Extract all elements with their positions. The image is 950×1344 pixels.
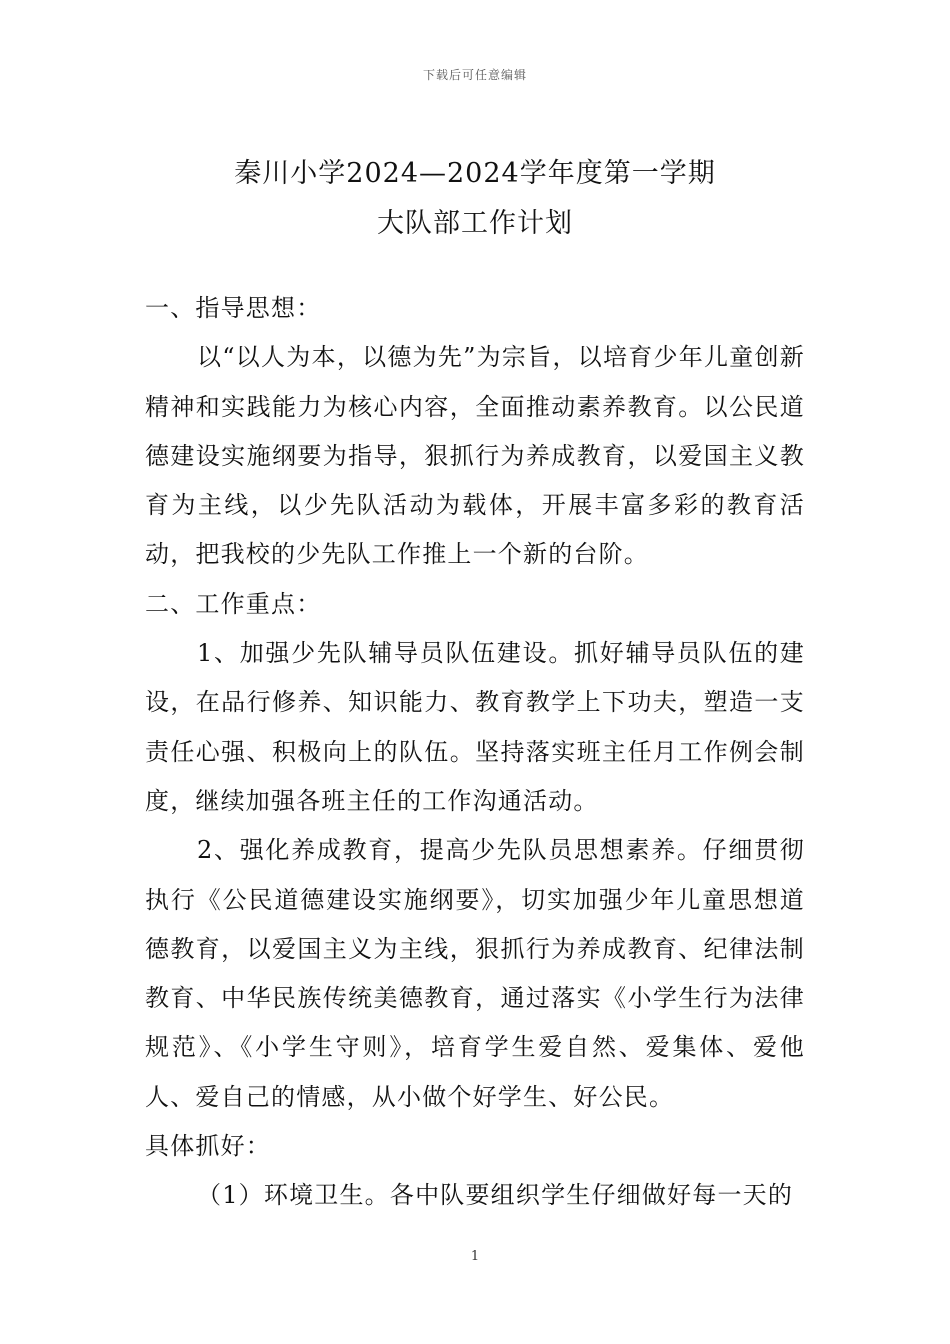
section-heading-work-focus: 二、工作重点： <box>145 589 322 618</box>
header-note: 下载后可任意编辑 <box>422 68 527 82</box>
page-number: 1 <box>470 1249 480 1264</box>
paragraph-specifics-lead: 具体抓好： <box>145 1132 271 1161</box>
document-title-line2: 大队部工作计划 <box>377 208 573 239</box>
paragraph-guiding-ideology: 以“以人为本，以德为先”为宗旨，以培育少年儿童创新精神和实践能力为核心内容，全面推动素养教育。以公民道德建设实施纲要为指导，狠抓行为养成教育，以爱国主义教育为主线，以少先队活动为载体，开展丰富多彩的教育活动，把我校的少先队工作推上一个新的台阶。 <box>145 343 805 569</box>
paragraph-environment-hygiene: （1）环境卫生。各中队要组织学生仔细做好每一天的 <box>197 1181 794 1210</box>
document-title-line1: 秦川小学2024—2024学年度第一学期 <box>234 158 716 189</box>
section-heading-guiding-ideology: 一、指导思想： <box>145 294 322 322</box>
paragraph-counselor-team: 1、加强少先队辅导员队伍建设。抓好辅导员队伍的建设，在品行修养、知识能力、教育教学上下功夫，塑造一支责任心强、积极向上的队伍。坚持落实班主任月工作例会制度，继续加强各班主任的工作沟通活动。 <box>145 639 805 815</box>
document-body <box>145 284 805 1221</box>
paragraph-habit-education: 2、强化养成教育，提高少先队员思想素养。仔细贯彻执行《公民道德建设实施纲要》，切实加强少年儿童思想道德教育，以爱国主义为主线，狠抓行为养成教育、纪律法制教育、中华民族传统美德教育，通过落实《小学生行为法律规范》、《小学生守则》，培育学生爱自然、爱集体、爱他人、爱自己的情感，从小做个好学生、好公民。 <box>145 836 805 1111</box>
